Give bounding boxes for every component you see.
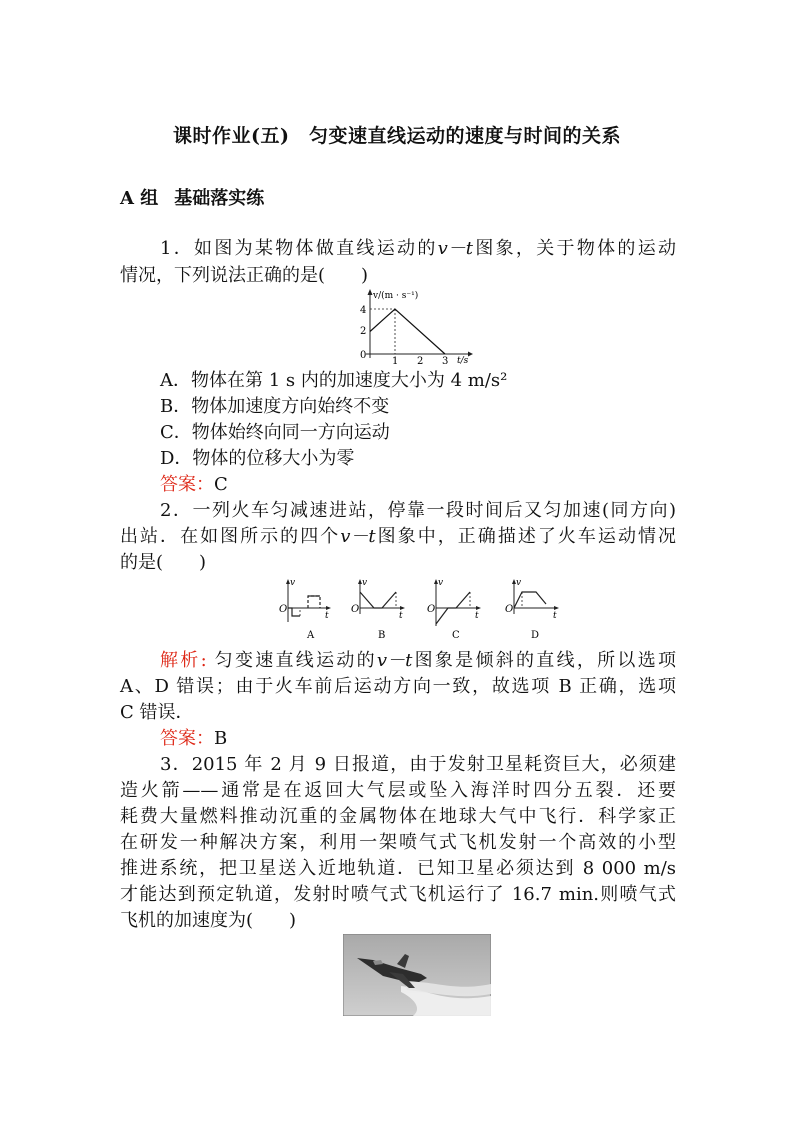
q2-c-v: v bbox=[438, 578, 444, 588]
section-heading bbox=[120, 184, 264, 210]
q2-c-t: t bbox=[475, 611, 479, 621]
q1-stem-line2: 情况，下列说法正确的是( ) bbox=[120, 265, 369, 286]
q2-a-origin: O bbox=[279, 604, 288, 615]
q1-origin-label: 0 bbox=[360, 350, 367, 361]
q1-xtick-2: 2 bbox=[417, 356, 424, 366]
q2-stem-line2 bbox=[120, 524, 676, 550]
q2-analysis-line1 bbox=[160, 648, 676, 674]
q1-y-arrow bbox=[368, 289, 373, 295]
q2-stem-part2: 图象中，正确描述了火车运动情况 bbox=[375, 526, 676, 547]
q2-analysis-line2: A、D 错误；由于火车前后运动方向一致，故选项 B 正确，选项 bbox=[120, 676, 676, 697]
q1-ytick-4: 4 bbox=[360, 305, 367, 316]
q1-stem-part1: 1．如图为某物体做直线运动的 bbox=[160, 238, 438, 259]
q3-line4: 在研发一种解决方案，利用一架喷气式飞机发射一个高效的小型 bbox=[120, 832, 676, 853]
section-name: 基础落实练 bbox=[174, 188, 265, 209]
q3-line7: 飞机的加速度为( ) bbox=[120, 910, 297, 931]
q2-d-t: t bbox=[553, 611, 557, 621]
vt-symbol: v－t bbox=[340, 526, 376, 547]
q2-graph-b bbox=[351, 578, 405, 641]
q2-analysis-label: 解析: bbox=[160, 650, 207, 671]
q1-series-line bbox=[370, 309, 445, 354]
q1-stem-part2: 图象，关于物体的运动 bbox=[473, 238, 677, 259]
q2-b-v: v bbox=[362, 578, 368, 588]
q1-option-d: D．物体的位移大小为零 bbox=[160, 448, 355, 469]
q2-graph-c bbox=[427, 578, 481, 641]
jet-photo bbox=[343, 934, 491, 1016]
q1-xtick-1: 1 bbox=[392, 356, 399, 366]
q2-answer-value: B bbox=[214, 728, 228, 749]
q2-analysis-line3: C 错误． bbox=[120, 702, 194, 723]
q1-vt-graph bbox=[356, 284, 476, 366]
q1-option-b: B．物体加速度方向始终不变 bbox=[160, 396, 390, 417]
q2-c-origin: O bbox=[427, 604, 436, 615]
q2-a-label: A bbox=[307, 630, 315, 641]
q2-stem-part1: 出站．在如图所示的四个 bbox=[120, 526, 341, 547]
q3-line5: 推进系统，把卫星送入近地轨道．已知卫星必须达到 8 000 m/s bbox=[120, 858, 676, 879]
q1-ylabel: v/(m · s⁻¹) bbox=[373, 291, 419, 301]
q1-x-arrow bbox=[468, 352, 473, 357]
q1-answer-label: 答案： bbox=[160, 474, 214, 495]
q2-answer-label: 答案： bbox=[160, 728, 214, 749]
q2-d-label: D bbox=[531, 630, 540, 641]
q2-graph-d bbox=[505, 578, 559, 641]
q1-stem-line1 bbox=[160, 236, 676, 262]
q2-b-label: B bbox=[378, 630, 386, 641]
q2-stem-line1: 2．一列火车匀减速进站，停靠一段时间后又匀加速(同方向) bbox=[160, 500, 676, 521]
q3-line3: 耗费大量燃料推动沉重的金属物体在地球大气中飞行．科学家正 bbox=[120, 806, 676, 827]
q2-a-v: v bbox=[290, 578, 296, 588]
q1-xtick-3: 3 bbox=[442, 356, 449, 366]
q3-line2: 造火箭——通常是在返回大气层或坠入海洋时四分五裂．还要 bbox=[120, 780, 676, 801]
q2-a-t: t bbox=[325, 611, 329, 621]
q1-option-c: C．物体始终向同一方向运动 bbox=[160, 422, 390, 443]
q1-xlabel: t/s bbox=[457, 356, 469, 366]
q2-analysis-part2: 图象是倾斜的直线，所以选项 bbox=[412, 650, 676, 671]
q3-line1: 3．2015 年 2 月 9 日报道，由于发射卫星耗资巨大，必须建 bbox=[160, 754, 676, 775]
vt-symbol: v－t bbox=[376, 650, 413, 671]
q1-ytick-2: 2 bbox=[360, 326, 367, 337]
q1-answer-value: C bbox=[214, 474, 228, 495]
q2-stem-line3: 的是( ) bbox=[120, 552, 207, 573]
q2-c-label: C bbox=[452, 630, 460, 641]
q2-d-v: v bbox=[516, 578, 522, 588]
q2-graphs bbox=[270, 574, 570, 644]
vt-symbol: v－t bbox=[437, 238, 474, 259]
section-group: A 组 bbox=[120, 188, 159, 209]
q2-b-origin: O bbox=[351, 604, 360, 615]
q2-answer bbox=[160, 726, 676, 752]
q2-d-origin: O bbox=[505, 604, 514, 615]
q2-b-t: t bbox=[399, 611, 403, 621]
q1-option-a: A．物体在第 1 s 内的加速度大小为 4 m/s² bbox=[160, 370, 508, 391]
q2-analysis-part1: 匀变速直线运动的 bbox=[214, 650, 377, 671]
page-title: 课时作业(五) 匀变速直线运动的速度与时间的关系 bbox=[173, 125, 621, 147]
q2-graph-a bbox=[279, 578, 331, 641]
q3-line6: 才能达到预定轨道，发射时喷气式飞机运行了 16.7 min.则喷气式 bbox=[120, 884, 676, 905]
q1-answer bbox=[160, 472, 676, 498]
